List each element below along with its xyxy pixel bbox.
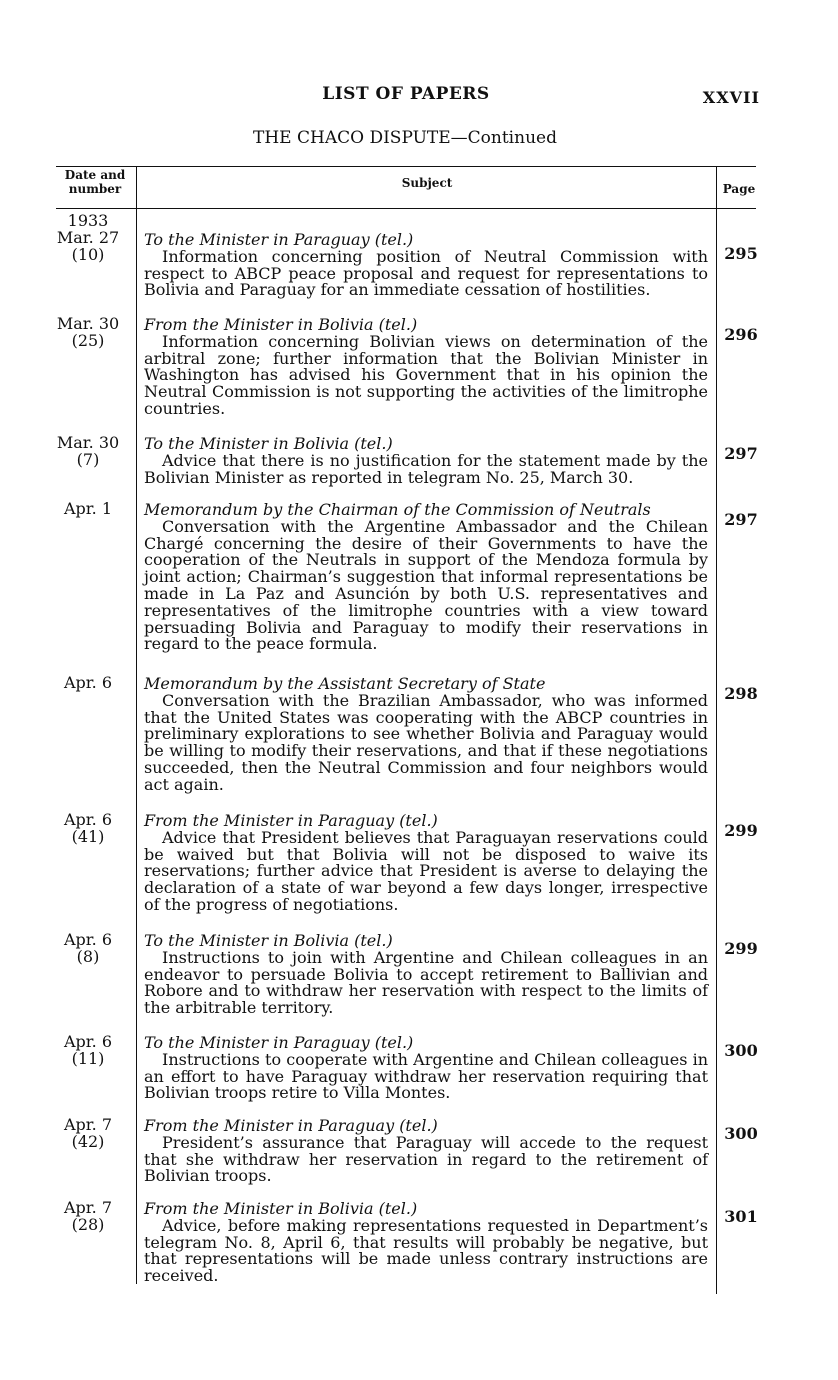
entry-date: Apr. 1 <box>63 499 113 518</box>
entry-page: 298 <box>724 684 758 703</box>
entry-page: 300 <box>724 1041 758 1060</box>
entry-subject-cell <box>144 933 708 1017</box>
entry-subject-cell <box>144 676 708 794</box>
entry-title: From the Minister in Bolivia (tel.) <box>144 1199 418 1218</box>
entry-date-cell <box>46 1033 130 1067</box>
entry-body: Advice that there is no justification for the statement made by the Bolivian Minister as reported in telegram No. 25, March 30. <box>144 450 708 487</box>
entry-date-cell <box>46 811 130 845</box>
column-divider-right <box>716 166 717 1294</box>
table-top-rule <box>56 166 756 167</box>
entry-date: Apr. 7 <box>63 1198 113 1217</box>
entry-body: Instructions to cooperate with Argentine and Chilean colleagues in an effort to have Paraguay withdraw her reservation requiring that Bolivian troops retire to Villa Montes. <box>144 1049 708 1103</box>
entry-number: (10) <box>71 245 105 264</box>
entry-number: (25) <box>71 331 105 350</box>
entry-date-cell <box>46 931 130 965</box>
entry-subject-cell <box>144 502 708 653</box>
entry-date: Apr. 6 <box>63 673 113 692</box>
entry-title: Memorandum by the Chairman of the Commission of Neutrals <box>144 500 651 519</box>
section-subtitle: THE CHACO DISPUTE—Continued <box>253 128 557 148</box>
entry-title: To the Minister in Paraguay (tel.) <box>144 230 414 249</box>
entry-date: Apr. 6 <box>63 810 113 829</box>
entry-title: Memorandum by the Assistant Secretary of State <box>144 674 546 693</box>
entry-date-cell <box>46 434 130 468</box>
running-head-title: LIST OF PAPERS <box>322 84 490 104</box>
entry-date: Apr. 6 <box>63 930 113 949</box>
entry-year: 1933 <box>67 211 109 230</box>
entry-title: To the Minister in Paraguay (tel.) <box>144 1033 414 1052</box>
entry-body: Information concerning Bolivian views on determination of the arbitral zone; further information that the Bolivian Minister in Washington has advised his Government that in his opinion the Neutral Commission is not supporting the activities of the limitrophe countries. <box>144 331 708 418</box>
entry-page: 297 <box>724 444 758 463</box>
entry-body: Instructions to join with Argentine and Chilean colleagues in an endeavor to persuade Bolivia to accept retirement to Ballivian and Robore and to withdraw her reservation with respect to the limits of the arbitrable territory. <box>144 947 708 1018</box>
entry-page: 297 <box>724 510 758 529</box>
entry-subject-cell <box>144 436 708 486</box>
entry-date-cell <box>46 500 130 517</box>
entry-date: Apr. 7 <box>63 1115 113 1134</box>
entry-date-cell <box>46 212 130 263</box>
entry-subject-cell <box>144 232 708 299</box>
entry-title: From the Minister in Paraguay (tel.) <box>144 811 438 830</box>
entry-body: Conversation with the Argentine Ambassador and the Chilean Chargé concerning the desire of their Governments to have the cooperation of the Neutrals in support of the Mendoza formula by joint action; Chairman’s suggestion that informal representations be made in La Paz and Asunción by both U.S. representatives and representatives of the limitrophe countries with a view toward persuading Bolivia and Paraguay to modify their reservations in regard to the peace formula. <box>144 516 708 654</box>
entry-title: From the Minister in Paraguay (tel.) <box>144 1116 438 1135</box>
entry-number: (42) <box>71 1132 105 1151</box>
entry-date: Mar. 30 <box>56 433 120 452</box>
entry-body: Advice, before making representations requested in Department’s telegram No. 8, April 6, that results will probably be negative, but that representations will be made unless contrary instructions are received. <box>144 1215 708 1286</box>
entry-page: 301 <box>724 1207 758 1226</box>
entry-subject-cell <box>144 1201 708 1285</box>
entry-number: (28) <box>71 1215 105 1234</box>
entry-page: 299 <box>724 939 758 958</box>
entry-number: (41) <box>71 827 105 846</box>
entry-number: (7) <box>76 450 100 469</box>
entry-date: Mar. 30 <box>56 314 120 333</box>
page-number: XXVII <box>702 88 760 107</box>
entry-subject-cell <box>144 1118 708 1185</box>
entry-page: 295 <box>724 244 758 263</box>
entry-date: Apr. 6 <box>63 1032 113 1051</box>
column-divider-left <box>136 166 137 1284</box>
entry-subject-cell <box>144 1035 708 1102</box>
column-header-subject: Subject <box>401 176 453 190</box>
entry-title: To the Minister in Bolivia (tel.) <box>144 931 393 950</box>
entry-date: Mar. 27 <box>56 228 120 247</box>
entry-page: 299 <box>724 821 758 840</box>
entry-body: Advice that President believes that Paraguayan reservations could be waived but that Bolivia will not be disposed to waive its reservations; further advice that President is averse to delaying the declaration of a state of war beyond a few days longer, irrespective of the progress of negotiations. <box>144 827 708 914</box>
entry-subject-cell <box>144 317 708 418</box>
entry-body: President’s assurance that Paraguay will accede to the request that she withdraw her reservation in regard to the retirement of Bolivian troops. <box>144 1132 708 1186</box>
entry-body: Conversation with the Brazilian Ambassador, who was informed that the United States was cooperating with the ABCP countries in preliminary explorations to see whether Bolivia and Paraguay would be willing to modify their reservations, and that if these negotiations succeeded, then the Neutral Commission and four neighbors would act again. <box>144 690 708 794</box>
entry-body: Information concerning position of Neutral Commission with respect to ABCP peace proposal and request for representations to Bolivia and Paraguay for an immediate cessation of hostilities. <box>144 246 708 300</box>
entry-page: 296 <box>724 325 758 344</box>
entry-number: (11) <box>71 1049 105 1068</box>
entry-number: (8) <box>76 947 100 966</box>
entry-page: 300 <box>724 1124 758 1143</box>
entry-date-cell <box>46 674 130 691</box>
table-header-rule <box>56 208 756 209</box>
column-header-page: Page <box>722 182 756 196</box>
column-header-date: Date and number <box>64 168 126 196</box>
entry-title: From the Minister in Bolivia (tel.) <box>144 315 418 334</box>
entry-date-cell <box>46 1116 130 1150</box>
entry-subject-cell <box>144 813 708 914</box>
entry-title: To the Minister in Bolivia (tel.) <box>144 434 393 453</box>
entry-date-cell <box>46 315 130 349</box>
entry-date-cell <box>46 1199 130 1233</box>
